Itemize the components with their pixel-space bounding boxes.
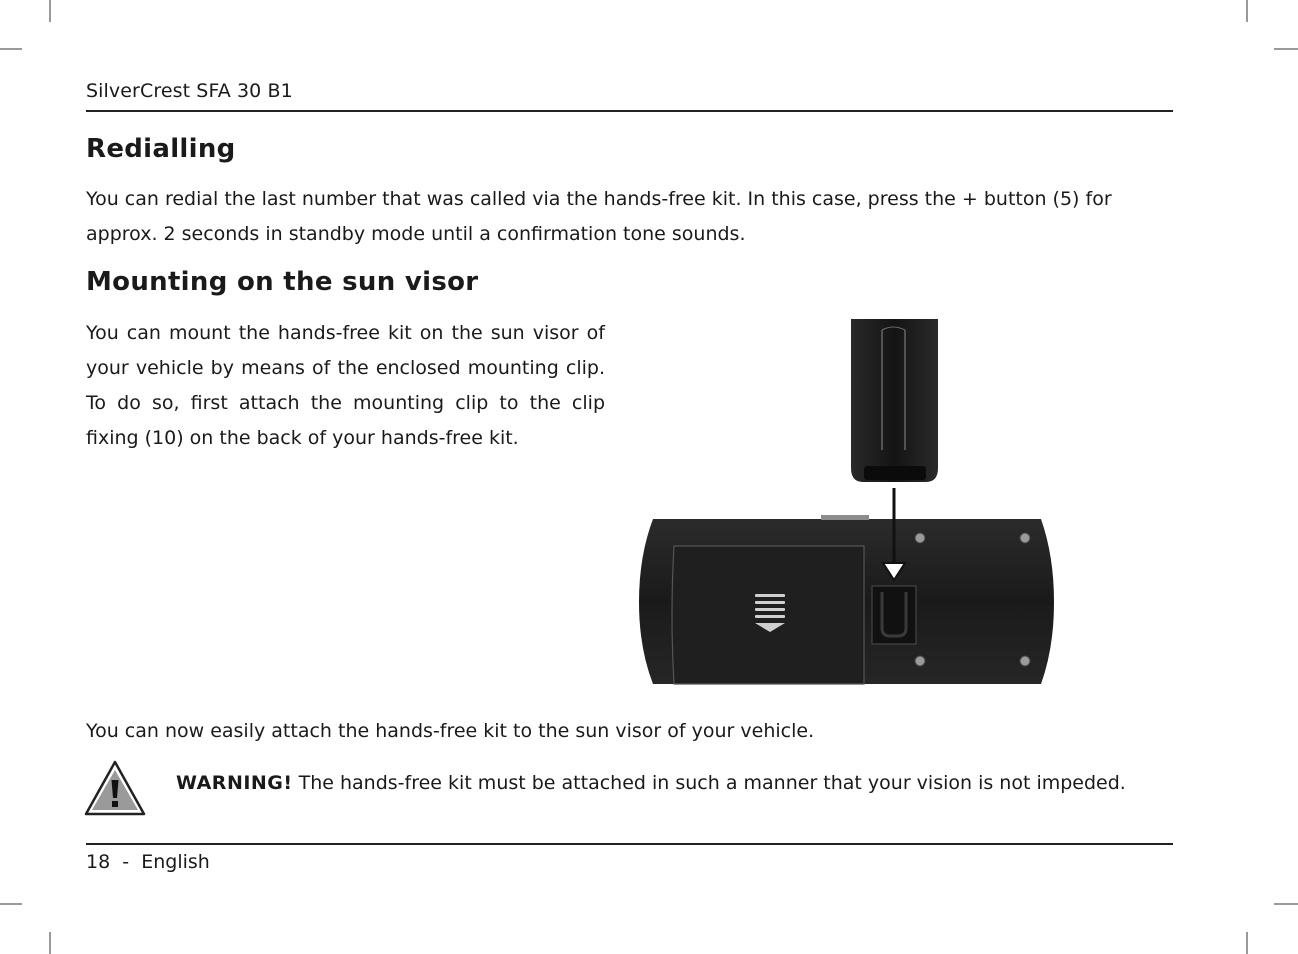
footer-language: English [141, 851, 210, 873]
section-heading-redialling: Redialling [86, 134, 236, 164]
clip-fixing [872, 586, 916, 644]
mounting-paragraph: You can mount the hands-free kit on the sun visor of your vehicle by means of the enclosed mounting clip. To do so, first attach the mounting clip to the clip fixing (10) on the back of your hands-free kit. [86, 322, 605, 449]
section-heading-mounting: Mounting on the sun visor [86, 267, 479, 297]
warning-text: The hands-free kit must be attached in such a manner that your vision is not impeded. [292, 772, 1126, 794]
crop-mark [49, 0, 51, 22]
crop-mark [1274, 48, 1298, 50]
crop-mark [1274, 903, 1298, 905]
footer-rule [86, 843, 1173, 845]
page-number: 18 [86, 851, 111, 873]
mounting-clip-illustration [636, 316, 1056, 688]
crop-mark [0, 903, 22, 905]
footer-separator: - [122, 851, 130, 873]
redialling-paragraph: You can redial the last number that was called via the hands-free kit. In this case, press the + button (5) for approx. 2 seconds in standby mode until a confirmation tone sounds. [86, 188, 1112, 245]
header-rule [86, 110, 1173, 112]
crop-mark [1246, 932, 1248, 954]
page-footer [86, 851, 210, 873]
mounting-clip [851, 319, 938, 482]
attach-paragraph: You can now easily attach the hands-free kit to the sun visor of your vehicle. [86, 720, 815, 742]
header-title: SilverCrest SFA 30 B1 [86, 80, 293, 102]
crop-mark [1246, 0, 1248, 22]
warning-label: WARNING! [176, 772, 293, 794]
crop-mark [0, 48, 22, 50]
warning-notice [176, 772, 1126, 794]
warning-triangle-icon [84, 760, 146, 816]
crop-mark [49, 932, 51, 954]
hands-free-kit-back [639, 515, 1054, 684]
